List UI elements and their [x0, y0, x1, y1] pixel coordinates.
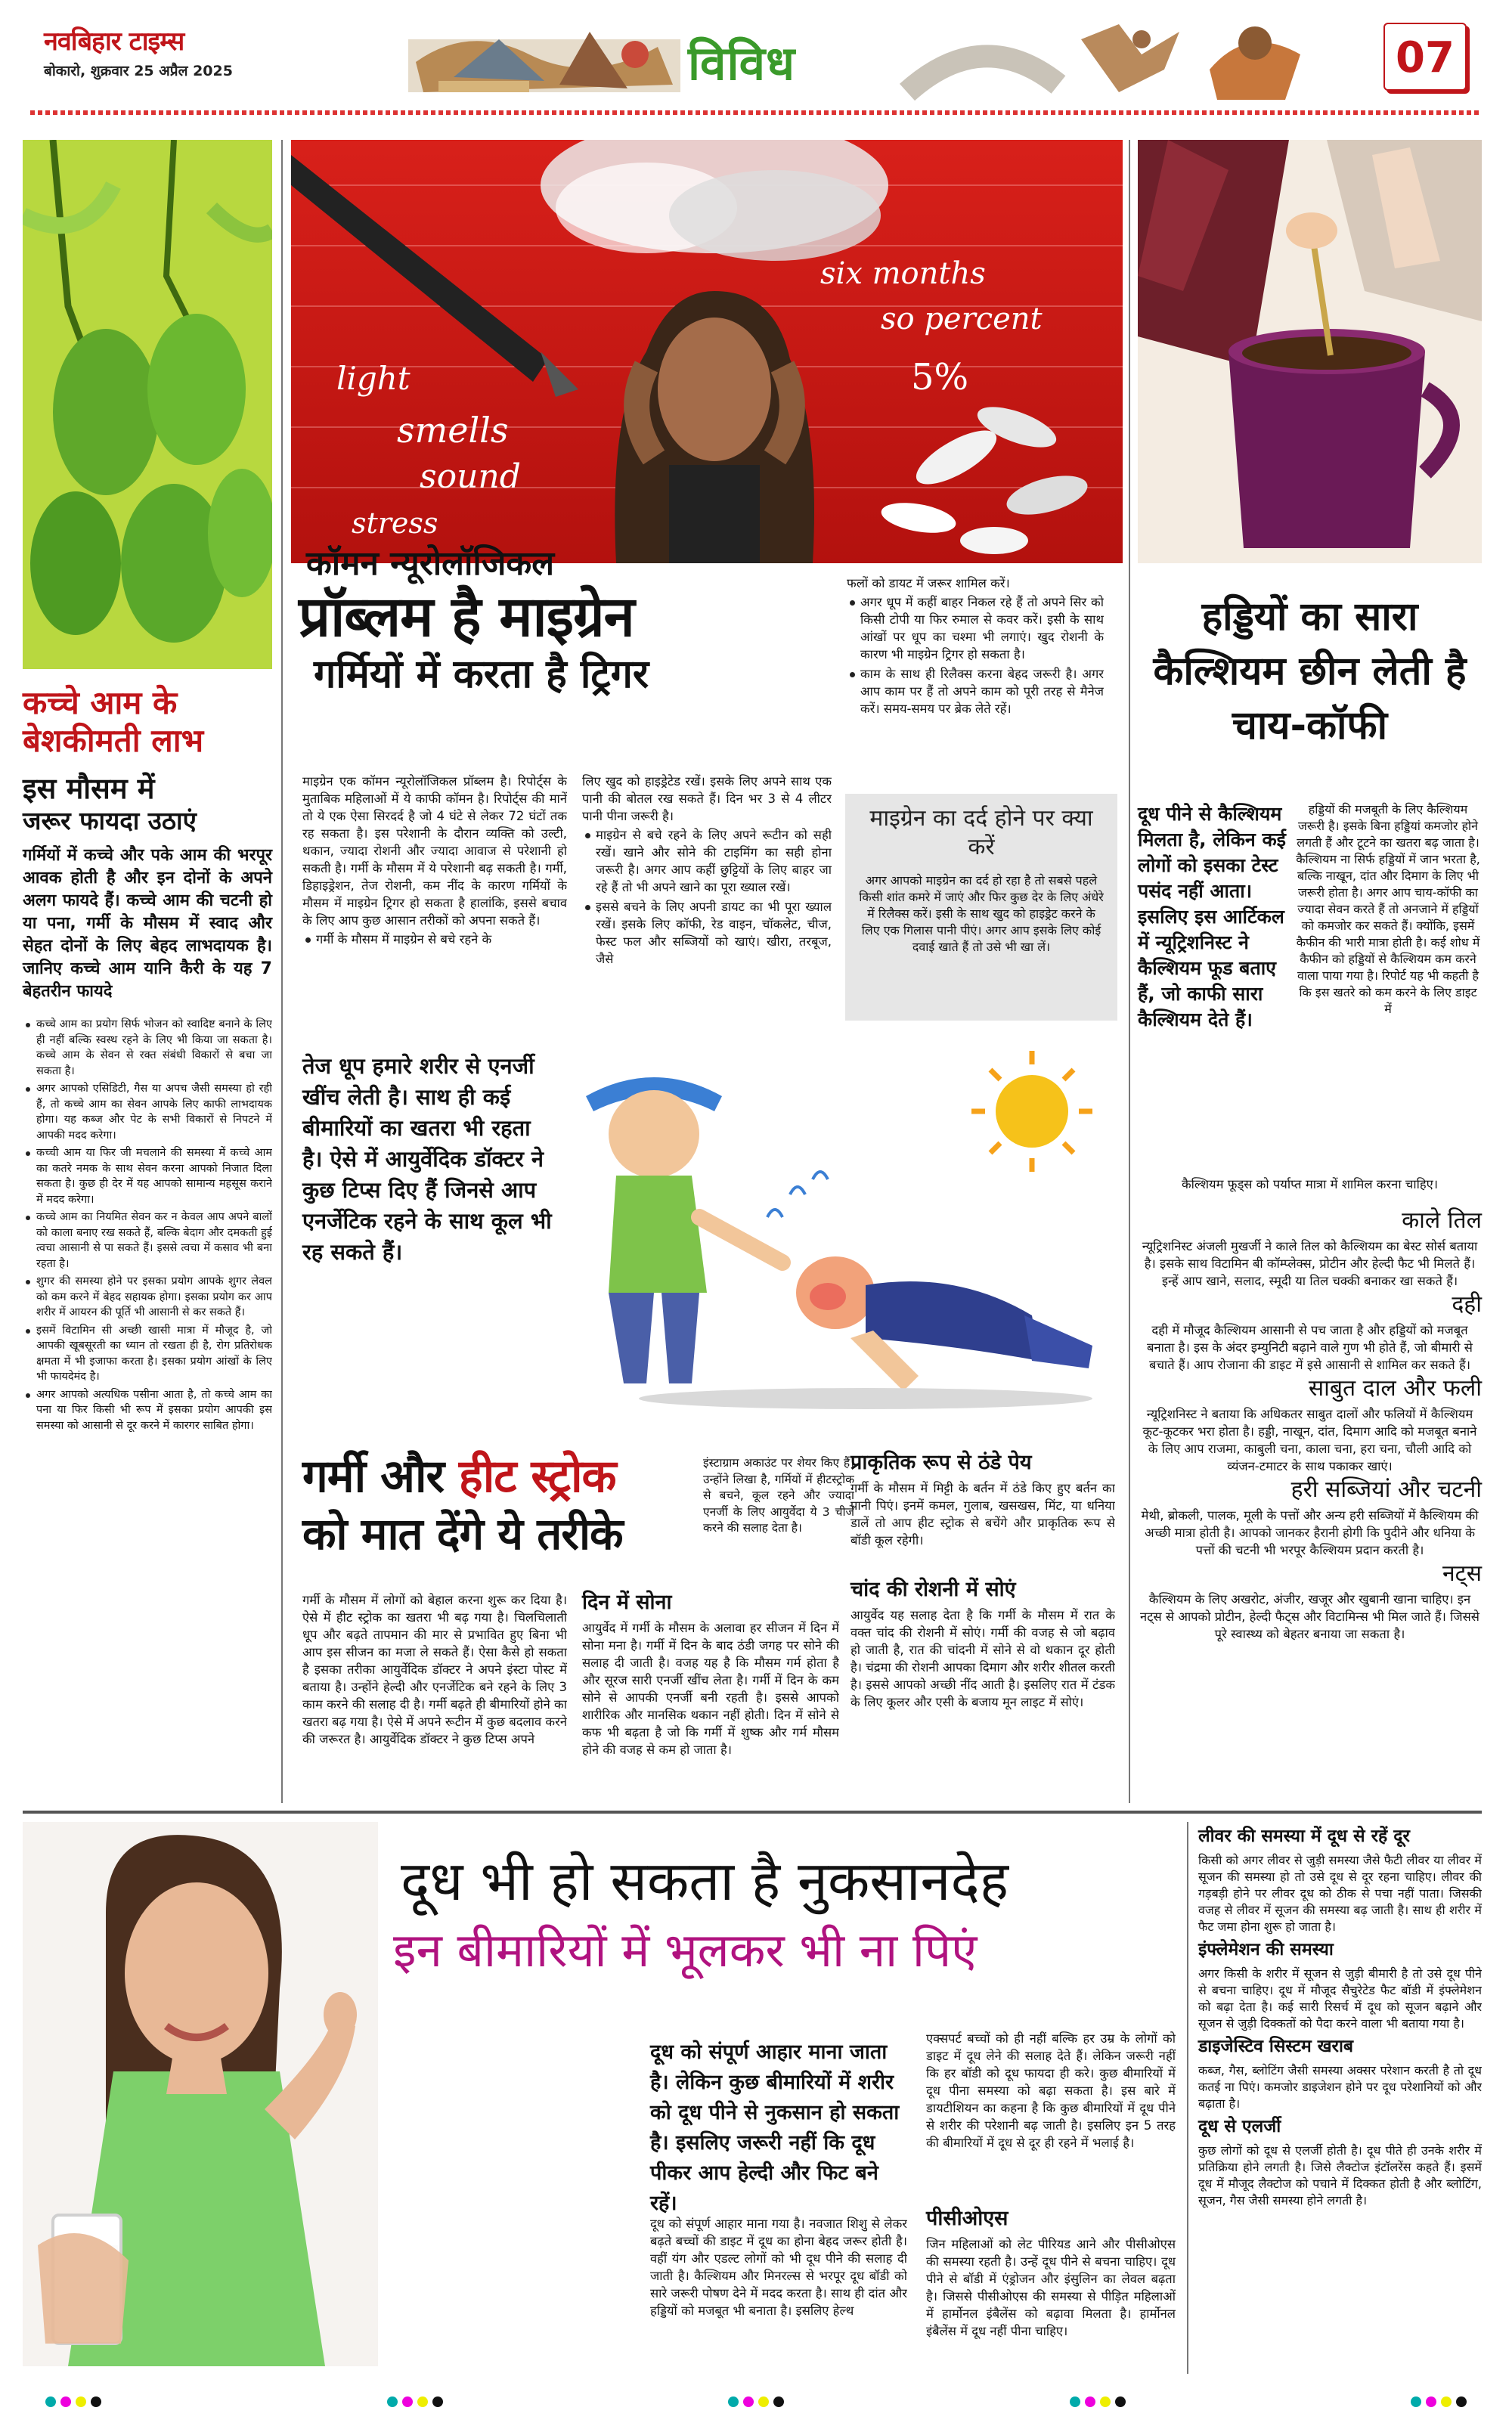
graffiti-text: so percent	[881, 302, 1043, 336]
milk-pcos-text: जिन महिलाओं को लेट पीरियड आने और पीसीओएस की समस्या रहती है। उन्हें दूध पीने से बचना चाहिए। दूध पीने से बॉडी में एंड्रोजन और इंसुलिन का लेवल बढ़ता है। जिससे पीसीओएस की समस्या से पीड़ित महिलाओं में हार्मोनल इंबैलेंस को बढ़ावा मिलता है। हार्मोनल इंबैलेंस में दूध नहीं पीना चाहिए।	[926, 2237, 1176, 2338]
heat-sona-title: दिन में सोना	[582, 1591, 672, 1614]
milk-right-text: किसी को अगर लीवर से जुड़ी समस्या जैसे फैटी लीवर या लीवर में सूजन की समस्या हो तो उसे दूध से दूर रहना चाहिए। लीवर की गड़बड़ी होने पर लीवर दूध को ठीक से पचा नहीं पाता। जिसकी वजह से लीवर में सूजन की समस्या बढ़ जाती है। साथ ही शरीर में फैट जमा होना शुरू हो जाता है।	[1198, 1853, 1482, 1934]
page-number: 07	[1396, 33, 1455, 82]
chai-side: हड्डियों की मजबूती के लिए कैल्शियम जरूरी है। इसके बिना हड्डियां कमजोर होने लगती हैं और टूटने का खतरा बढ़ जाता है। कैल्शियम ना सिर्फ हड्डियों में जान भरता है, बल्कि नाखून, दांत और दिमाग के लिए भी जरूरी होता है। अगर आप चाय-कॉफी का ज्यादा सेवन करते हैं तो अनजाने में हड्डियों को कमजोर कर सकते हैं। क्योंकि, इसमें कैफीन की भारी मात्रा होती है। कई शोध में कैफीन को हड्डियों से कैल्शियम कम करने वाला पाया गया है। रिपोर्ट यह भी कहती है कि इस खतरे को कम करने के लिए डाइट में	[1296, 802, 1480, 1016]
heat-drink-text: गर्मी के मौसम में मिट्टी के बर्तन में ठंडे किए हुए बर्तन का पानी पिएं। इनमें कमल, गुलाब, खसखस, मिंट, या धनिया डालें तो आप हीट स्ट्रोक से बचेंगे और प्राकृतिक रूप से बॉडी कूल रहेगी।	[850, 1481, 1115, 1548]
heat-col1: गर्मी के मौसम में लोगों को बेहाल करना शुरू कर दिया है। ऐसे में हीट स्ट्रोक का खतरा भी बढ़ गया है। चिलचिलाती धूप और बढ़ते तापमान की मार से प्रभावित हुए बिना भी आप इस सीजन का मजा ले सकते हैं। ऐसा कैसे हो सकता है इसका तरीका आयुर्वेदिक डॉक्टर ने अपने इंस्टा पोस्ट में बताया है। उन्होंने हेल्दी और एनर्जेटिक बने रहने के लिए 3 काम करने की सलाह दी है। गर्मी बढ़ते ही बीमारियों होने का खतरा बढ़ गया है। ऐसे में अपने रूटीन में कुछ बदलाव करने की जरूरत है। आयुर्वेदिक डॉक्टर ने कुछ टिप्स अपने	[302, 1593, 567, 1746]
heat-head-red: हीट स्ट्रोक	[458, 1450, 616, 1503]
chai-headline: हड्डियों का सारा कैल्शियम छीन लेती है चाय-कॉफी	[1153, 594, 1467, 748]
masthead	[0, 0, 1512, 113]
color-dots	[1411, 2396, 1467, 2412]
column-divider	[1187, 1822, 1188, 2374]
chai-side-end: कैल्शियम फूड्स को पर्याप्त मात्रा में शामिल करना चाहिए।	[1181, 1177, 1439, 1191]
milk-model-photo	[23, 1822, 378, 2366]
list-item: कच्चे आम का नियमित सेवन कर न केवल आप अपने बालों को काला बनाए रख सकते हैं, बल्कि बेदाग और दमकती हुई त्वचा आसानी से पा सकते हैं। इससे त्वचा में कसाव भी बना रहता है।	[23, 1210, 272, 1272]
migraine-photo	[291, 140, 1123, 563]
milk-right-text: कब्ज, गैस, ब्लोटिंग जैसी समस्या अक्सर परेशान करती है तो दूध कतई ना पिएं। कमजोर डाइजेशन होने पर दूध परेशानियों को और बढ़ाता है।	[1198, 2063, 1482, 2111]
graffiti-text: light	[336, 360, 411, 397]
tea-photo	[1138, 140, 1482, 563]
brand-name: नवबिहार टाइम्स	[44, 26, 184, 57]
heat-drink-title: प्राकृतिक रूप से ठंडे पेय	[850, 1451, 1032, 1474]
chai-section-title: दही	[1452, 1291, 1482, 1318]
mango-intro: गर्मियों में कच्चे और पके आम की भरपूर आवक होती है और इन दोनों के अपने अलग फायदे हैं। कच्चे आम की चटनी हो या पना, गर्मी के मौसम में स्वाद और सेहत दोनों के लिए बेहद लाभदायक है। जानिए कच्चे आम यानि कैरी के यह 7 बेहतरीन फायदे	[23, 846, 272, 1001]
color-dots	[728, 2396, 784, 2412]
milk-right-title: दूध से एलर्जी	[1198, 2117, 1281, 2136]
milk-right-text: अगर किसी के शरीर में सूजन से जुड़ी बीमारी है तो उसे दूध पीने से बचना चाहिए। दूध में मौजूद सैचुरेटेड फैट बॉडी में इंफ्लेमेशन को बढ़ा देता है। कई सारी रिसर्च में दूध को सूजन बढ़ाने और सूजन से जुड़ी दिक्कतों को पैदा करने वाला भी बताया गया है।	[1198, 1966, 1482, 2031]
migraine-box-text: अगर आपको माइग्रेन का दर्द हो रहा है तो सबसे पहले किसी शांत कमरे में जाएं और फिर कुछ देर के लिए अंधेरे में रिलैक्स करें। इसी के साथ खुद को हाइड्रेट करने के लिए एक गिलास पानी पीएं। अगर आप इसके लिए कोई दवाई खाते हैं तो उसे भी खा लें।	[859, 873, 1104, 954]
migraine-head-line3: गर्मियों में करता है ट्रिगर	[314, 652, 649, 697]
heat-sona-text: आयुर्वेद में गर्मी के मौसम के अलावा हर सीजन में दिन में सोना मना है। गर्मी में दिन के बाद ठंडी जगह पर सोने की सलाह दी जाती है। वजह यह है कि मौसम गर्म होता है और सूरज सारी एनर्जी खींच लेता है। गर्मी में दिन के कम सोने से आपकी एनर्जी बनी रहती है। इससे आपको शारीरिक और मानसिक थकान नहीं होती। दिन में सोने से कफ भी बढ़ता है जो कि गर्मी में शुष्क और गर्म मौसम होने की वजह से कम हो जाता है।	[582, 1621, 839, 1757]
migraine-tip-box	[845, 794, 1117, 1021]
masthead-sculpture-right	[892, 9, 1331, 107]
mango-headline-1: इस मौसम में	[23, 772, 155, 805]
milk-head-line1: दूध भी हो सकता है नुकसानदेह	[401, 1849, 1009, 1913]
milk-right-col	[1198, 1822, 1482, 2374]
heat-illustration	[563, 1043, 1123, 1421]
chai-section-title: हरी सब्जियां और चटनी	[1290, 1476, 1482, 1503]
chai-section-text: न्यूट्रिशनिस्ट ने बताया कि अधिकतर साबुत दालों और फलियों में कैल्शियम कूट-कूटकर भरा होता है। हड्डी, नाखून, दांत, दिमाग आदि को मजबूत बनाने के लिए आप राजमा, काबुली चना, काला चना, हरा चना, चौली आदि को व्यंजन-टमाटर के साथ पकाकर खाएं।	[1142, 1407, 1477, 1473]
chai-section-text: कैल्शियम के लिए अखरोट, अंजीर, खजूर और खुबानी खाना चाहिए। इन नट्स से आपको प्रोटीन, हेल्दी फैट्स और विटामिन्स भी मिल जाते हैं। जिससे पूरे स्वास्थ्य को बेहतर बनाया जा सकता है।	[1140, 1592, 1479, 1641]
milk-col1: दूध को संपूर्ण आहार माना गया है। नवजात शिशु से लेकर बढ़ते बच्चों की डाइट में दूध का होना बेहद जरूर होती है। वहीं यंग और एडल्ट लोगों को भी दूध पीने की सलाह दी जाती है। कैल्शियम और मिनरल्स से भरपूर दूध बॉडी को सारे जरूरी पोषण देने में मदद करता है। साथ ही दांत और हड्डियों को मजबूत भी बनाता है। इसलिए हेल्थ	[650, 2217, 907, 2318]
chai-section-text: दही में मौजूद कैल्शियम आसानी से पच जाता है और हड्डियों को मजबूत बनाता है। इस के अंदर इम्युनिटी बढ़ाने वाले गुण भी होते हैं, जो बीमारी से बचाते हैं। आप रोजाना की डाइट में इसे आसानी से शामिल कर सकते हैं।	[1147, 1323, 1473, 1372]
color-dots	[387, 2396, 443, 2412]
chai-section-title: काले तिल	[1402, 1207, 1482, 1234]
chai-section-title: नट्स	[1442, 1560, 1482, 1587]
masthead-rule	[30, 110, 1482, 115]
column-divider	[1129, 140, 1130, 1803]
chai-section-title: साबुत दाल और फली	[1308, 1375, 1482, 1402]
migraine-box-title: माइग्रेन का दर्द होने पर क्या करें	[869, 805, 1093, 860]
milk-lead: दूध को संपूर्ण आहार माना जाता है। लेकिन कुछ बीमारियों में शरीर को दूध पीने से नुकसान हो सकता है। इसलिए जरूरी नहीं कि दूध पीकर आप हेल्दी और फिट बने रहें।	[650, 2040, 900, 2215]
dateline: बोकारो, शुक्रवार 25 अप्रैल 2025	[44, 63, 233, 79]
heat-col3	[850, 1448, 1115, 1803]
heat-callout: तेज धूप हमारे शरीर से एनर्जी खींच लेती है। साथ ही कई बीमारियों का खतरा भी रहता है। ऐसे में आयुर्वेदिक डॉक्टर ने कुछ टिप्स दिए हैं जिनसे आप एनर्जेटिक रहने के साथ कूल भी रह सकते हैं।	[302, 1053, 552, 1265]
list-item: अगर आपको अत्यधिक पसीना आता है, तो कच्चे आम का पना या फिर किसी भी रूप में इसका प्रयोग आपकी इस समस्या को आसानी से दूर करने में कारगर साबित होगा।	[23, 1387, 272, 1434]
graffiti-text: six months	[820, 256, 986, 291]
milk-pcos-title: पीसीओएस	[926, 2207, 1009, 2230]
page-number-box	[1383, 23, 1467, 91]
mango-article	[23, 140, 272, 1803]
column-divider	[281, 140, 283, 1803]
milk-right-title: डाइजेस्टिव सिस्टम खराब	[1198, 2037, 1354, 2056]
migraine-col2	[582, 773, 832, 1030]
heat-col2	[582, 1588, 839, 1799]
list-item: काम के साथ ही रिलैक्स करना बेहद जरूरी है। अगर आप काम पर हैं तो अपने काम को पूरी तरह से मैनेज करें। समय-समय पर ब्रेक लेते रहें।	[847, 665, 1104, 717]
list-item: अगर आपको एसिडिटी, गैस या अपच जैसी समस्या हो रही हैं, तो कच्चे आम का सेवन आपके लिए काफी लाभदायक होगा। यह कब्ज और पेट के सभी विकारों से निपटने में आपकी मदद करेगा।	[23, 1081, 272, 1143]
migraine-head-line1: कॉमन न्यूरोलॉजिकल	[306, 544, 555, 583]
migraine-head-line2: प्रॉब्लम है माइग्रेन	[299, 584, 634, 649]
mango-headline-red: कच्चे आम के बेशकीमती लाभ	[23, 684, 204, 759]
bottom-rule	[23, 1811, 1482, 1814]
heat-head-line2: को मात देंगे ये तरीके	[302, 1508, 623, 1560]
migraine-col3	[847, 575, 1104, 779]
heat-moon-title: चांद की रोशनी में सोएं	[850, 1578, 1016, 1601]
color-dots	[45, 2396, 101, 2412]
list-item: माइग्रेन से बचे रहने के लिए अपने रूटीन को सही रखें। खाने और सोने की टाइमिंग का सही होना जरूरी है। अगर आप कहीं छुट्टियों के लिए बाहर जा रहे हैं तो भी अपने खाने का पूरा ख्याल रखें।	[582, 826, 832, 896]
list-item: कच्ची आम या फिर जी मचलाने की समस्या में कच्चे आम का कतरे नमक के साथ सेवन करना आपको निजात दिला सकता है। कुछ ही देर में यह आपको सामान्य महसूस कराने में मदद करेगा।	[23, 1145, 272, 1207]
heat-headline	[302, 1448, 696, 1584]
paragraph: माइग्रेन एक कॉमन न्यूरोलॉजिकल प्रॉब्लम है। रिपोर्ट्स के मुताबिक महिलाओं में ये काफी कॉमन है। रिपोर्ट्स की मानें तो ये एक ऐसा सिरदर्द है जो 4 घंटे से लेकर 72 घंटों तक रह सकता है। इस परेशानी के दौरान व्यक्ति को उल्टी, थकान, ज्यादा रोशनी और ज्यादा आवाज से परेशानी हो सकती है। गर्मी के मौसम में ये परेशानी बढ़ सकती है। गर्मी, डिहाइड्रेशन, तेज रोशनी, कम नींद के कारण गर्मियों के मौसम में माइग्रेन ट्रिगर हो सकता है हालांकि, इससे बचाव के लिए आप कुछ आसान तरीकों को अपना सकते हैं।	[302, 774, 567, 928]
heat-moon-text: आयुर्वेद यह सलाह देता है कि गर्मी के मौसम में रात के वक्त चांद की रोशनी में सोएं। गर्मी की वजह से जो बढ़ाव हो जाती है, रात की चांदनी में सोने से वो थकान दूर होती है। चंद्रमा की रोशनी आपका दिमाग और शरीर शीतल करती है। इससे आपको अच्छी नींद आती है। इसलिए रात में टंडक के लिए कूलर और एसी के बजाय मून लाइट में सोएं।	[850, 1608, 1115, 1709]
milk-col2-text: एक्सपर्ट बच्चों को ही नहीं बल्कि हर उम्र के लोगों को डाइट में दूध लेने की सलाह देते हैं। लेकिन जरूरी नहीं कि हर बॉडी को दूध फायदा ही करे। कुछ बीमारियों में दूध पीना समस्या को बढ़ा सकता है। इस बारे में डायटीशियन का कहना है कि कुछ बीमारियों में दूध पीने से शरीर की परेशानी बढ़ जाती है। इसलिए इन 5 तरह की बीमारियों में दूध से दूर ही रहने में भलाई है।	[926, 2031, 1176, 2150]
milk-right-text: कुछ लोगों को दूध से एलर्जी होती है। दूध पीते ही उनके शरीर में प्रतिक्रिया होने लगती है। जिसे लैक्टोज इंटॉलरेंस कहते हैं। इसमें दूध में मौजूद लैक्टोज को पचाने में दिक्कत होती है और ब्लोटिंग, सूजन, गैस जैसी समस्या होने लगती है।	[1198, 2143, 1482, 2207]
paragraph: फलों को डायट में जरूर शामिल करें।	[847, 576, 1010, 590]
list-item: इसमें विटामिन सी अच्छी खासी मात्रा में मौजूद है, जो आपकी खूबसूरती का ध्यान तो रखता ही है, रोग प्रतिरोधक क्षमता में भी इजाफा करता है। इसका प्रयोग आंखों के लिए भी फायदेमंद है।	[23, 1323, 272, 1385]
chai-sections	[1138, 1206, 1482, 1803]
milk-right-title: लीवर की समस्या में दूध से रहें दूर	[1198, 1826, 1410, 1846]
migraine-headline	[291, 544, 835, 771]
milk-head-line2: इन बीमारियों में भूलकर भी ना पिएं	[393, 1922, 978, 1978]
migraine-col1	[302, 773, 567, 1030]
masthead-collage-left	[408, 17, 680, 106]
graffiti-text: 5%	[911, 356, 969, 398]
paragraph: लिए खुद को हाइड्रेटेड रखें। इसके लिए अपने साथ एक पानी की बोतल रख सकते हैं। दिन भर 3 से 4 लीटर पानी पीना जरूरी है।	[582, 774, 832, 823]
chai-section-text: मेथी, ब्रोकली, पालक, मूली के पत्तों और अन्य हरी सब्जियों में कैल्शियम की अच्छी मात्रा होती है। आपको जानकर हैरानी होगी कि पुदीने और धनिया के पत्तों की चटनी भी भरपूर कैल्शियम प्रदान करती है।	[1141, 1508, 1479, 1557]
list-item: इससे बचने के लिए अपनी डायट का भी पूरा ख्याल रखें। इसके लिए कॉफी, रेड वाइन, चॉकलेट, चीज, फेस्ट फल और सब्जियों को खाएं। खीरा, तरबूज, जैसे	[582, 898, 832, 968]
milk-right-title: इंफ्लेमेशन की समस्या	[1198, 1940, 1334, 1960]
chai-lead: दूध पीने से कैल्शियम मिलता है, लेकिन कई लोगों को इसका टेस्ट पसंद नहीं आता। इसलिए इस आर्टिकल में न्यूट्रिशनिस्ट ने कैल्शियम फूड बताए हैं, जो काफी सारा कैल्शियम देते हैं।	[1138, 803, 1286, 1030]
heat-head-black: गर्मी और	[302, 1450, 459, 1503]
milk-col2	[926, 2030, 1176, 2370]
mango-headline-2: जरूर फायदा उठाएं	[23, 806, 197, 835]
milk-headline	[393, 1845, 1164, 2003]
heat-head-line1	[302, 1448, 696, 1505]
color-dots	[1070, 2396, 1126, 2412]
section-title: विविध	[688, 36, 796, 91]
mango-photo	[23, 140, 272, 669]
print-registration-marks	[45, 2396, 1467, 2412]
list-item: गर्मी के मौसम में माइग्रेन से बचे रहने के	[302, 931, 567, 948]
mango-points	[23, 1017, 272, 1436]
list-item: कच्चे आम का प्रयोग सिर्फ भोजन को स्वादिष्ट बनाने के लिए ही नहीं बल्कि स्वस्थ रहने के लिए भी किया जा सकता है। कच्चे आम के सेवन से रक्त संबंधी विकारों से बचा जा सकता है।	[23, 1017, 272, 1079]
graffiti-text: smells	[397, 410, 509, 451]
list-item: अगर धूप में कहीं बाहर निकल रहे हैं तो अपने सिर को किसी टोपी या फिर रुमाल से कवर करें। इसी के साथ आंखों पर धूप का चश्मा भी लगाएं। खुद रोशनी के कारण भी माइग्रेन ट्रिगर हो सकता है।	[847, 593, 1104, 663]
graffiti-text: sound	[420, 457, 521, 496]
list-item: शुगर की समस्या होने पर इसका प्रयोग आपके शुगर लेवल को कम करने में बेहद सहायक होगा। इसका प्रयोग कर आप शरीर में आयरन की पूर्ति भी आसानी से कर सकते हैं।	[23, 1274, 272, 1321]
chai-section-text: न्यूट्रिशनिस्ट अंजली मुखर्जी ने काले तिल को कैल्शियम का बेस्ट सोर्स बताया है। इसके साथ विटामिन बी कॉम्प्लेक्स, प्रोटीन और हेल्दी फैट भी मिलते हैं। इन्हें आप खाने, सलाद, स्मूदी या तिल चक्की बनाकर खा सकते हैं।	[1142, 1239, 1478, 1288]
heat-intro-right: इंस्टाग्राम अकाउंट पर शेयर किए हैं। उन्होंने लिखा है, गर्मियों में हीटस्ट्रोक से बचने, कूल रहने और ज्यादा एनर्जी के लिए आयुर्वेदा ये 3 चीजें करने की सलाह देता है।	[703, 1456, 854, 1535]
graffiti-text: stress	[352, 507, 438, 540]
